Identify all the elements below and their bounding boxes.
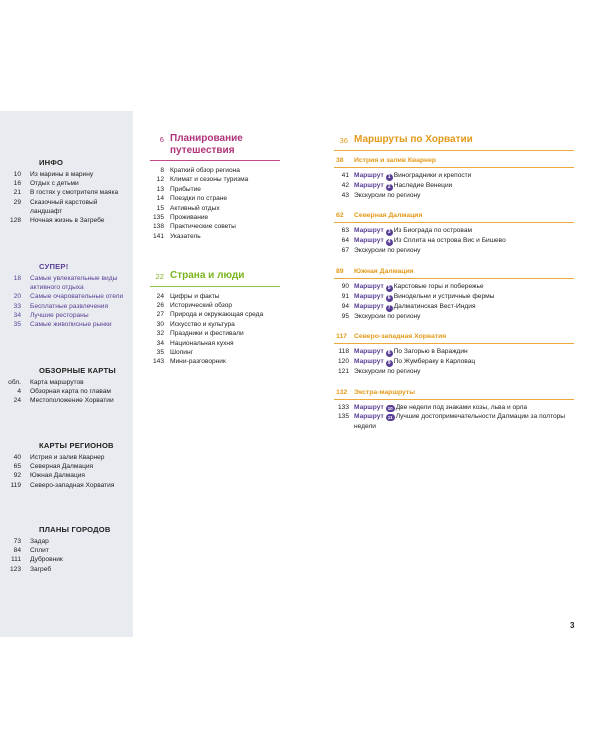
list-item[interactable]: 20 Самые очаровательные отели	[13, 293, 124, 301]
list-item[interactable]: 24 Местоположение Хорватии	[13, 397, 114, 405]
list-item[interactable]: 119 Северо-западная Хорватия	[10, 481, 115, 489]
sidebar-info	[0, 158, 133, 225]
list-item[interactable]: 26 Исторический обзор	[156, 301, 233, 309]
sidebar-overview-maps	[0, 366, 133, 406]
section-heading[interactable]: 6 Планирование путешествия	[159, 133, 243, 156]
list-item[interactable]: 29 Сказочный карстовый ландшафт	[13, 198, 98, 215]
list-item[interactable]: 40 Истрия и залив Кварнер	[13, 454, 105, 461]
list-item[interactable]: 135 Проживание	[152, 214, 209, 222]
list-item[interactable]: 33 Бесплатные развлечения	[13, 302, 109, 310]
list-item[interactable]: 24 Цифры и факты	[156, 292, 220, 300]
list-item[interactable]: 138 Практические советы	[152, 223, 236, 231]
list-item[interactable]: 34 Национальная кухня	[156, 339, 234, 347]
route-item[interactable]: 120 Маршрут 9 По Жумбераку в Карловац	[337, 358, 476, 367]
route-item[interactable]: 43 Экскурсии по региону	[341, 191, 421, 199]
route-item[interactable]: 41 Маршрут 1 Виноградники и крепости	[341, 171, 472, 180]
route-item[interactable]: 67 Экскурсии по региону	[341, 247, 421, 255]
route-region-heading[interactable]: 117 Северо-западная Хорватия	[336, 333, 447, 341]
sidebar-heading: ОБЗОРНЫЕ КАРТЫ	[39, 366, 116, 375]
list-item[interactable]: обл. Карта маршрутов	[8, 379, 84, 386]
route-number-badge: 2	[386, 184, 393, 191]
list-item[interactable]: 21 В гостях у смотрителя маяка	[13, 189, 119, 197]
list-item[interactable]: 13 Прибытие	[156, 185, 201, 193]
route-number-badge: 6	[386, 295, 393, 302]
list-item[interactable]: 10 Из марины в марину	[13, 171, 94, 178]
route-item[interactable]: 121 Экскурсии по региону	[337, 368, 421, 376]
list-item[interactable]: 18 Самые увлекательные виды активного отдыха	[13, 275, 118, 292]
list-item[interactable]: 8 Краткий обзор региона	[160, 167, 240, 174]
sidebar-heading: СУПЕР!	[39, 262, 69, 271]
divider	[150, 160, 280, 161]
sidebar-heading: КАРТЫ РЕГИОНОВ	[39, 441, 114, 450]
divider	[334, 167, 574, 168]
list-item[interactable]: 65 Северная Далмация	[13, 463, 94, 471]
route-item[interactable]: 90 Маршрут 5 Карстовые горы и побережье	[341, 282, 484, 291]
route-item[interactable]: 42 Маршрут 2 Наследие Венеции	[341, 181, 453, 190]
sidebar-city-plans	[0, 525, 133, 574]
route-number-badge: 7	[386, 305, 393, 312]
list-item[interactable]: 111 Дубровник	[10, 556, 63, 564]
divider	[334, 150, 574, 151]
list-item[interactable]: 35 Шопинг	[156, 348, 194, 356]
route-number-badge: 8	[386, 350, 393, 357]
sidebar-super	[0, 262, 133, 329]
divider	[334, 399, 574, 400]
route-region-heading[interactable]: 38 Истрия и залив Кварнер	[336, 156, 437, 164]
list-item[interactable]: 4 Обзорная карта по главам	[17, 388, 111, 396]
section-heading[interactable]: 36 Маршруты по Хорватии	[339, 134, 473, 145]
section-country	[150, 270, 280, 367]
list-item[interactable]: 34 Лучшие рестораны	[13, 311, 89, 319]
route-number-badge: 10	[387, 405, 393, 411]
route-item[interactable]: 118 Маршрут 8 По Загорью в Вараждин	[338, 348, 468, 357]
list-item[interactable]: 16 Отдых с детьми	[13, 180, 79, 188]
divider	[150, 286, 280, 287]
route-item[interactable]: 91 Маршрут 6 Винодельни и устричные фермы	[341, 292, 495, 301]
list-item[interactable]: 15 Активный отдых	[156, 204, 220, 212]
route-number-badge: 4	[386, 239, 393, 246]
list-item[interactable]: 92 Южная Далмация	[13, 472, 85, 480]
section-heading[interactable]: 22 Страна и люди	[155, 270, 245, 281]
list-item[interactable]: 35 Самые живописные рынки	[13, 321, 112, 329]
list-item[interactable]: 128 Ночная жизнь в Загребе	[9, 217, 105, 225]
list-item[interactable]: 12 Климат и сезоны туризма	[156, 176, 249, 184]
divider	[334, 222, 574, 223]
route-item[interactable]: 63 Маршрут 3 Из Биограда по островам	[341, 227, 473, 236]
route-region-heading[interactable]: 89 Южная Далмация	[336, 267, 414, 275]
section-routes	[334, 134, 574, 432]
list-item[interactable]: 32 Праздники и фестивали	[156, 330, 244, 338]
page-number: 3	[570, 621, 575, 630]
list-item[interactable]: 27 Природа и окружающая среда	[156, 311, 264, 319]
sidebar-heading: ИНФО	[39, 158, 64, 167]
route-number-badge: 5	[386, 285, 393, 292]
list-item[interactable]: 84 Сплит	[13, 547, 49, 555]
route-number-badge: 11	[386, 414, 395, 421]
route-item[interactable]: 133 Маршрут 10 Две недели под знаками козы, льва и орла	[337, 403, 528, 411]
list-item[interactable]: 123 Загреб	[9, 565, 52, 573]
route-number-badge: 9	[386, 360, 393, 367]
list-item[interactable]: 141 Указатель	[152, 232, 201, 240]
list-item[interactable]: 14 Поездки по стране	[156, 195, 228, 203]
route-item[interactable]: 94 Маршрут 7 Далматинская Вест-Индия	[341, 302, 476, 311]
route-item[interactable]: 95 Экскурсии по региону	[341, 312, 421, 320]
route-region-heading[interactable]: 62 Северная Далмация	[336, 212, 423, 220]
divider	[334, 343, 574, 344]
list-item[interactable]: 143 Мини-разговорник	[152, 358, 226, 366]
route-number-badge: 1	[386, 174, 393, 181]
section-planning	[150, 133, 280, 241]
route-item[interactable]: 64 Маршрут 4 Из Сплита на острова Вис и Бишево	[341, 237, 506, 246]
list-item[interactable]: 73 Задар	[13, 538, 49, 545]
route-region-heading[interactable]: 132 Экстра-маршруты	[336, 388, 416, 396]
divider	[334, 278, 574, 279]
route-item[interactable]: 135 Маршрут 11 Лучшие достопримечательности Далмации за полторы недели	[337, 413, 566, 431]
sidebar-region-maps	[0, 441, 133, 490]
list-item[interactable]: 30 Искусство и культура	[156, 320, 235, 328]
route-number-badge: 3	[386, 229, 393, 236]
sidebar-heading: ПЛАНЫ ГОРОДОВ	[39, 525, 111, 534]
